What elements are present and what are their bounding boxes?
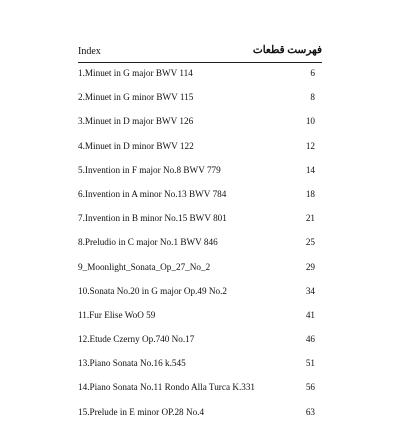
entry-title: 8.Preludio in C major No.1 BWV 846 (78, 237, 218, 248)
index-heading: Index (78, 46, 101, 57)
index-entry (78, 309, 322, 333)
entry-page-number: 10 (305, 116, 315, 127)
entry-title: 1.Minuet in G major BWV 114 (78, 68, 193, 78)
index-entry (78, 381, 322, 405)
entry-page-number: 34 (305, 285, 315, 296)
index-entry (78, 261, 322, 285)
index-header (78, 46, 322, 60)
entry-title: 13.Piano Sonata No.16 k.545 (78, 358, 186, 369)
entry-page-number: 25 (305, 237, 315, 248)
entry-page-number: 18 (305, 188, 315, 199)
entry-page-number: 63 (305, 406, 315, 417)
index-entry (78, 188, 322, 212)
entry-title: 3.Minuet in D major BWV 126 (78, 116, 194, 127)
entry-title: 5.Invention in F major No.8 BWV 779 (78, 164, 221, 175)
index-entry (78, 67, 322, 91)
index-entry (78, 357, 322, 381)
entry-title: 9_Moonlight_Sonata_Op_27_No_2 (78, 261, 211, 272)
entry-title: 15.Prelude in E minor OP.28 No.4 (78, 406, 205, 417)
entry-page-number: 29 (305, 261, 315, 272)
entry-title: 12.Etude Czerny Op.740 No.17 (78, 334, 195, 345)
entry-title: 2.Minuet in G minor BWV 115 (78, 92, 194, 103)
entry-page-number: 46 (305, 334, 315, 345)
entry-page-number: 41 (305, 309, 315, 320)
entry-page-number: 21 (305, 213, 315, 224)
entry-title: 7.Invention in B minor No.15 BWV 801 (78, 213, 227, 224)
entry-title: 10.Sonata No.20 in G major Op.49 No.2 (78, 285, 228, 296)
entry-page-number: 12 (305, 140, 315, 151)
index-entry (78, 333, 322, 357)
entry-title: 14.Piano Sonata No.11 Rondo Alla Turca K.331 (78, 382, 256, 393)
entry-title: 11.Fur Elise WoO 59 (78, 309, 156, 320)
entry-title: 4.Minuet in D minor BWV 122 (78, 140, 194, 151)
entry-page-number: 56 (305, 382, 315, 393)
index-entry (78, 285, 322, 309)
index-list (78, 67, 322, 430)
index-entry (78, 115, 322, 139)
index-entry (78, 164, 322, 188)
header-divider (78, 62, 322, 63)
entry-page-number: 6 (310, 68, 315, 78)
contents-heading-persian: فهرست قطعات (252, 45, 322, 56)
index-entry (78, 406, 322, 430)
entry-title: 6.Invention in A minor No.13 BWV 784 (78, 188, 227, 199)
index-entry (78, 91, 322, 115)
index-entry (78, 140, 322, 164)
index-entry (78, 212, 322, 236)
index-entry (78, 236, 322, 260)
entry-page-number: 51 (305, 358, 315, 369)
entry-page-number: 14 (305, 164, 315, 175)
entry-page-number: 8 (310, 92, 315, 103)
